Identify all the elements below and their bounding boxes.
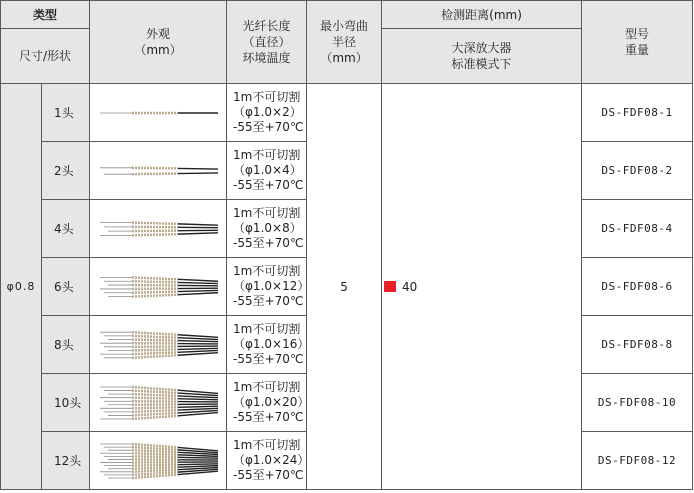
appearance-label: 外观 bbox=[146, 27, 171, 41]
detect-distance-cell bbox=[382, 84, 582, 490]
appearance-image-cell bbox=[90, 200, 227, 258]
fiber-spec-line2: （φ1.0×24） bbox=[233, 453, 310, 467]
distance-marker bbox=[384, 281, 396, 292]
head-count-cell: 10头 bbox=[42, 374, 90, 432]
model-cell: DS-FDF08-12 bbox=[582, 432, 693, 490]
fiber-spec-line2: （φ1.0×12） bbox=[233, 279, 310, 293]
head-count-cell: 1头 bbox=[42, 84, 90, 142]
fiber-spec-line1: 1m不可切割 bbox=[233, 90, 301, 104]
model-cell: DS-FDF08-2 bbox=[582, 142, 693, 200]
appearance-image-cell bbox=[90, 258, 227, 316]
fiber-diameter-label: （直径） bbox=[242, 35, 291, 49]
fiber-spec-cell bbox=[227, 432, 310, 490]
model-cell: DS-FDF08-4 bbox=[582, 200, 693, 258]
appearance-image-cell bbox=[90, 142, 227, 200]
model-cell: DS-FDF08-6 bbox=[582, 258, 693, 316]
fiber-spec-line3: -55至+70℃ bbox=[233, 410, 304, 424]
min-bend-label-2: 半径 bbox=[332, 35, 357, 49]
fiber-spec-line2: （φ1.0×4） bbox=[233, 163, 302, 177]
env-temp-label: 环境温度 bbox=[242, 51, 291, 65]
fiber-length-header bbox=[227, 1, 307, 84]
head-count-cell: 4头 bbox=[42, 200, 90, 258]
min-bend-header bbox=[307, 1, 382, 84]
appearance-unit: （mm） bbox=[134, 43, 182, 57]
fiber-spec-line1: 1m不可切割 bbox=[233, 438, 301, 452]
fiber-spec-line3: -55至+70℃ bbox=[233, 178, 304, 192]
fiber-spec-cell bbox=[227, 84, 307, 142]
fiber-spec-line3: -55至+70℃ bbox=[233, 294, 304, 308]
mode-label: 标准模式下 bbox=[451, 57, 512, 71]
fiber-cable-image bbox=[94, 435, 222, 487]
model-cell: DS-FDF08-1 bbox=[582, 84, 693, 142]
detect-distance-header: 检测距离(mm) bbox=[382, 1, 582, 29]
fiber-spec-line2: （φ1.0×2） bbox=[233, 105, 302, 119]
fiber-spec-cell bbox=[227, 258, 310, 316]
table-row bbox=[1, 84, 693, 142]
fiber-spec-line2: （φ1.0×16） bbox=[233, 337, 310, 351]
distance-value: 40 bbox=[402, 279, 418, 294]
amplifier-label: 大深放大器 bbox=[451, 41, 512, 55]
appearance-header bbox=[90, 1, 227, 84]
amplifier-mode-header bbox=[382, 29, 582, 84]
size-cell: φ0.8 bbox=[1, 84, 42, 490]
fiber-spec-line1: 1m不可切割 bbox=[233, 264, 301, 278]
appearance-image-cell bbox=[90, 84, 227, 142]
head-count-cell: 2头 bbox=[42, 142, 90, 200]
appearance-image-cell bbox=[90, 316, 227, 374]
model-header bbox=[582, 1, 693, 84]
fiber-spec-line3: -55至+70℃ bbox=[233, 236, 304, 250]
head-count-cell: 12头 bbox=[42, 432, 90, 490]
type-header: 类型 bbox=[1, 1, 90, 29]
min-bend-unit: （mm） bbox=[320, 51, 368, 65]
model-cell: DS-FDF08-8 bbox=[582, 316, 693, 374]
fiber-spec-line1: 1m不可切割 bbox=[233, 380, 301, 394]
fiber-spec-line1: 1m不可切割 bbox=[233, 322, 301, 336]
fiber-spec-cell bbox=[227, 200, 307, 258]
weight-label: 重量 bbox=[625, 43, 650, 57]
fiber-cable-image bbox=[94, 203, 222, 255]
fiber-spec-cell bbox=[227, 316, 310, 374]
model-cell: DS-FDF08-10 bbox=[582, 374, 693, 432]
appearance-image-cell bbox=[90, 374, 227, 432]
min-bend-label: 最小弯曲 bbox=[320, 19, 369, 33]
fiber-cable-image bbox=[94, 261, 222, 313]
head-count-cell: 6头 bbox=[42, 258, 90, 316]
fiber-cable-image bbox=[94, 87, 222, 139]
size-shape-header: 尺寸/形状 bbox=[1, 29, 90, 84]
fiber-cable-image bbox=[94, 145, 222, 197]
fiber-length-label: 光纤长度 bbox=[242, 19, 291, 33]
fiber-spec-line3: -55至+70℃ bbox=[233, 120, 304, 134]
fiber-spec-line2: （φ1.0×20） bbox=[233, 395, 310, 409]
fiber-cable-image bbox=[94, 319, 222, 371]
appearance-image-cell bbox=[90, 432, 227, 490]
fiber-spec-cell bbox=[227, 142, 307, 200]
model-label: 型号 bbox=[625, 27, 650, 41]
head-count-cell: 8头 bbox=[42, 316, 90, 374]
fiber-spec-line3: -55至+70℃ bbox=[233, 468, 304, 482]
fiber-spec-line3: -55至+70℃ bbox=[233, 352, 304, 366]
fiber-spec-line1: 1m不可切割 bbox=[233, 148, 301, 162]
fiber-spec-cell bbox=[227, 374, 310, 432]
fiber-spec-line1: 1m不可切割 bbox=[233, 206, 301, 220]
fiber-cable-image bbox=[94, 377, 222, 429]
bend-radius-cell: 5 bbox=[307, 84, 382, 490]
fiber-spec-line2: （φ1.0×8） bbox=[233, 221, 302, 235]
